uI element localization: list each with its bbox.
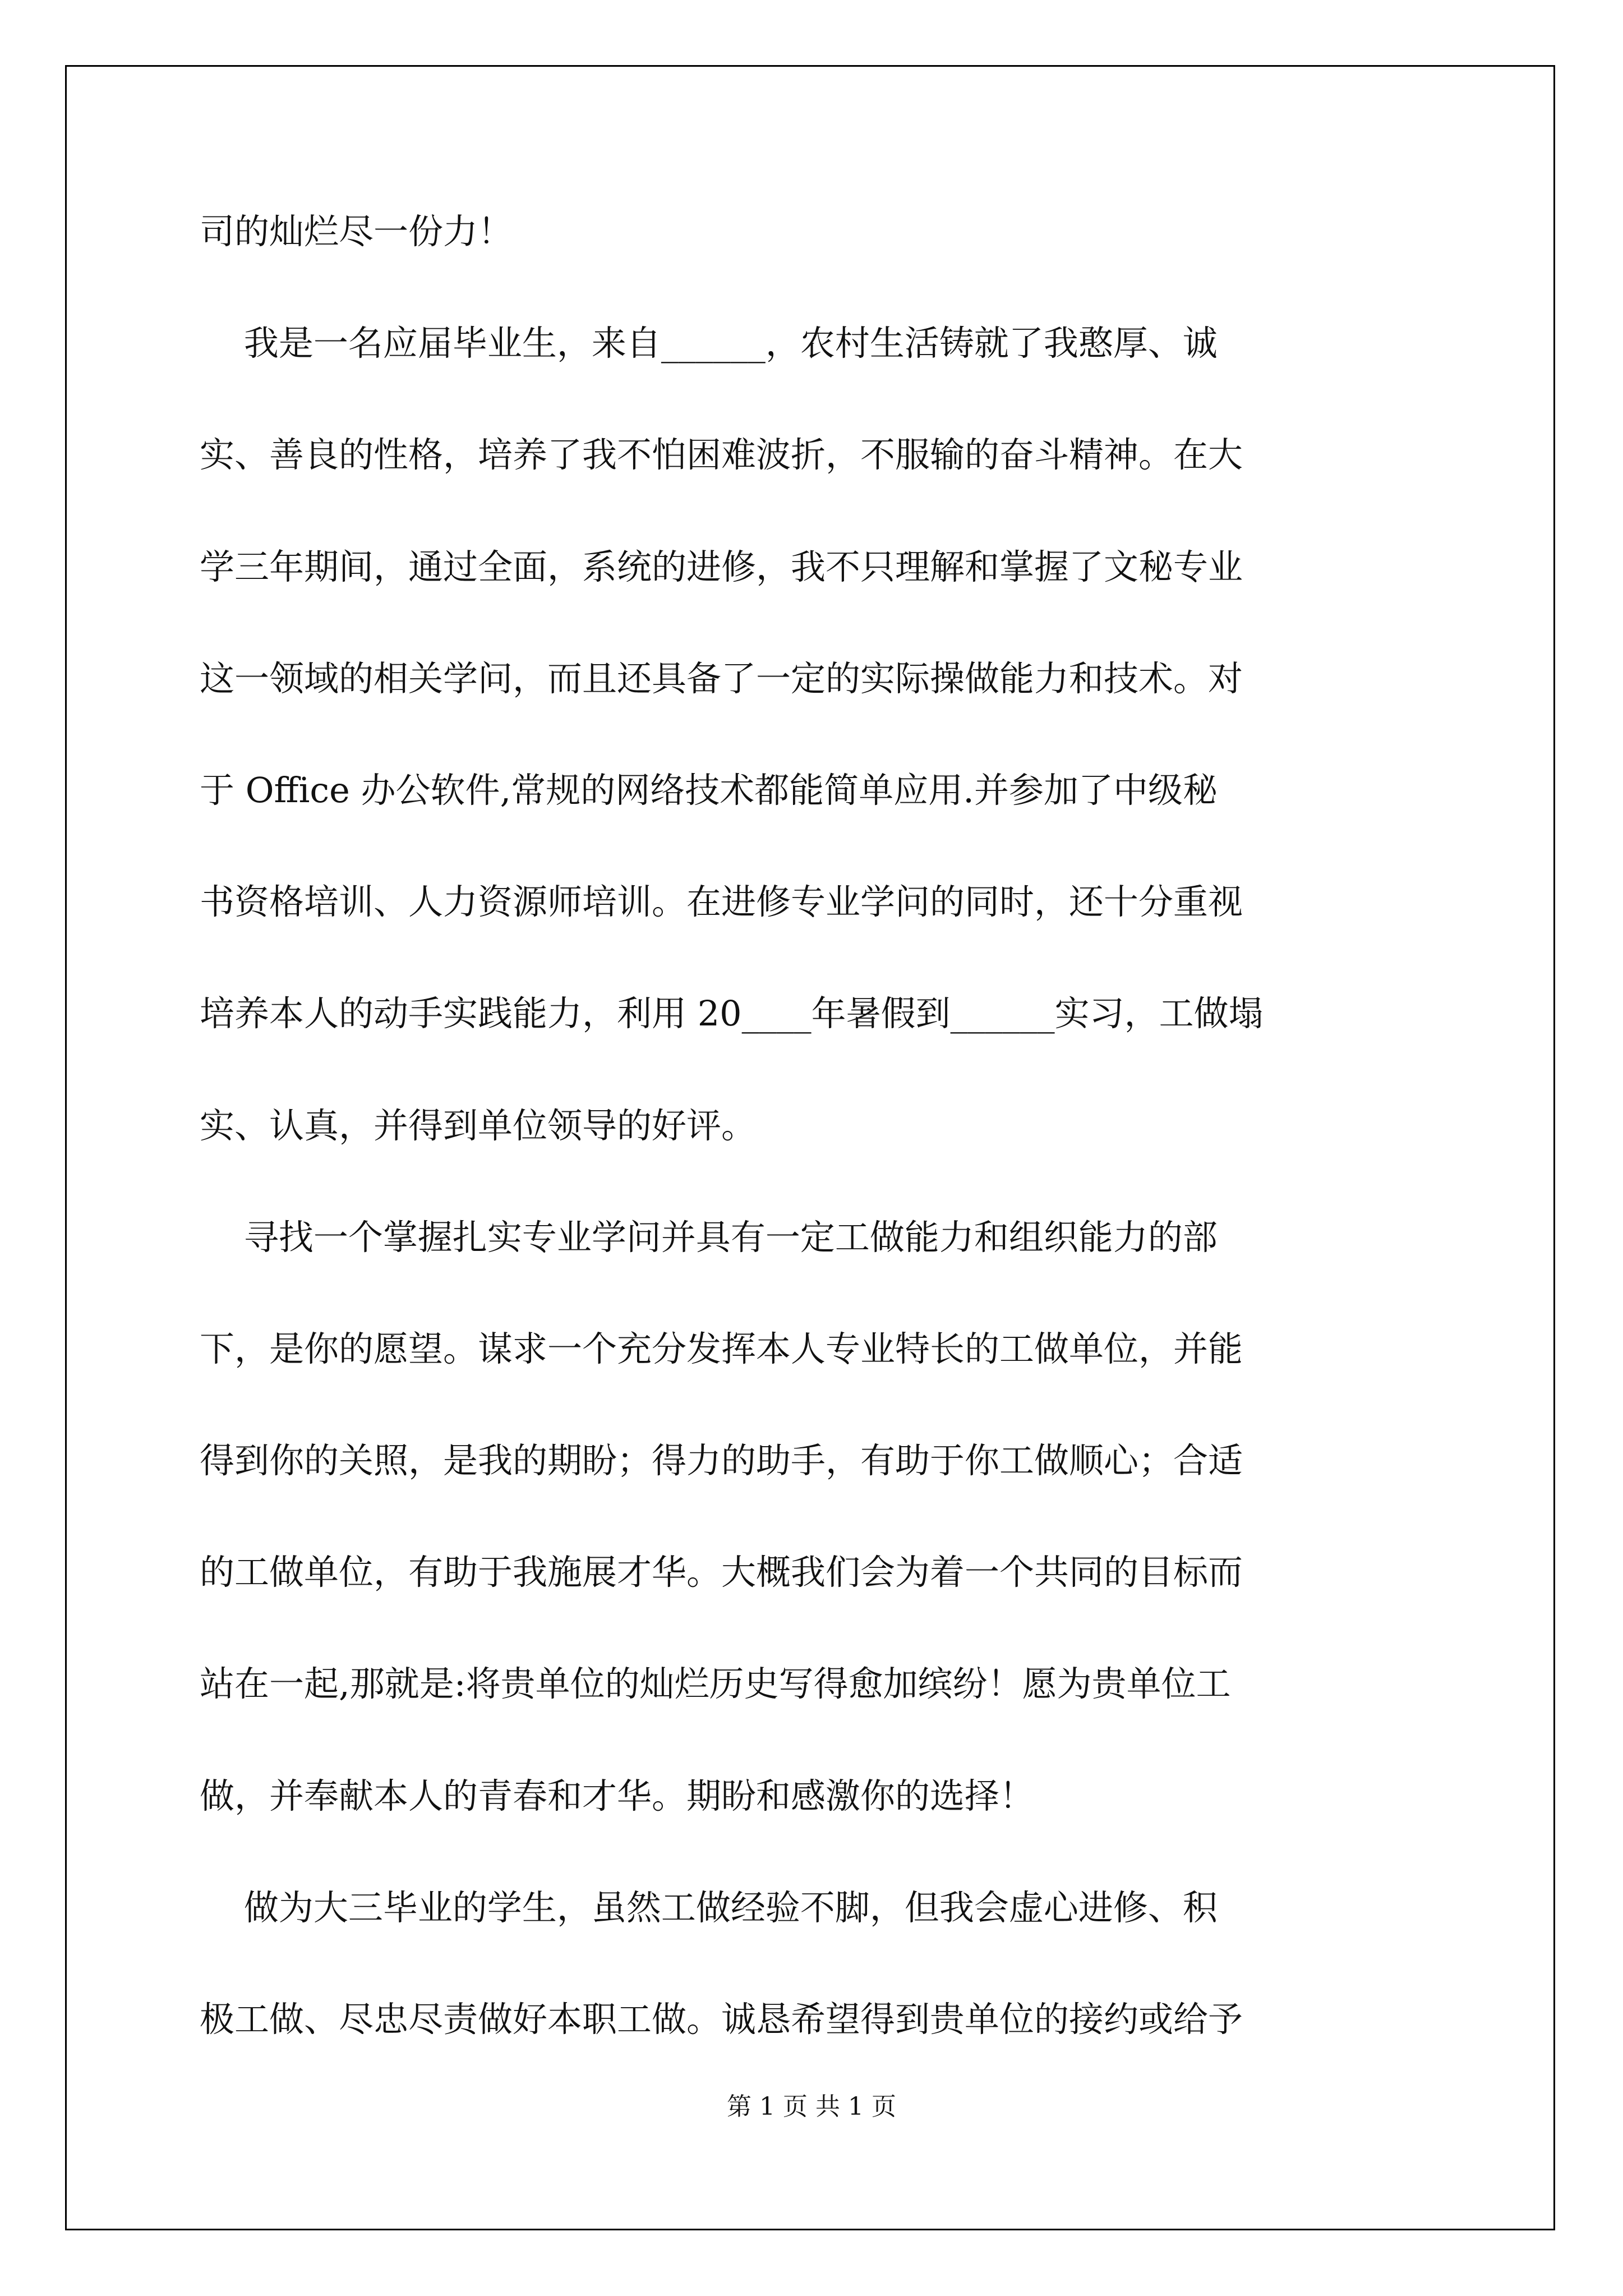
text-line: 站在一起,那就是:将贵单位的灿烂历史写得愈加缤纷！愿为贵单位工 [200,1663,1231,1704]
text-line: 实、认真，并得到单位领导的好评。 [200,1105,757,1146]
text-line: 寻找一个掌握扎实专业学问并具有一定工做能力和组织能力的部 [200,1217,1218,1258]
text-line: 培养本人的动手实践能力，利用 20____年暑假到______实习，工做塌 [200,993,1264,1034]
text-line: 司的灿烂尽一份力！ [200,211,513,252]
text-line: 书资格培训、人力资源师培训。在进修专业学问的同时，还十分重视 [200,881,1243,922]
text-line: 实、善良的性格，培养了我不怕困难波折，不服输的奋斗精神。在大 [200,434,1243,475]
page-footer: 第 1 页 共 1 页 [727,2092,896,2121]
text-line: 这一领域的相关学问，而且还具备了一定的实际操做能力和技术。对 [200,658,1243,699]
text-line: 得到你的关照，是我的期盼；得力的助手，有助于你工做顺心；合适 [200,1440,1243,1481]
text-line: 极工做、尽忠尽责做好本职工做。诚恳希望得到贵单位的接约或给予 [200,1999,1243,2040]
text-line: 我是一名应届毕业生，来自______，农村生活铸就了我憨厚、诚 [200,323,1218,364]
text-line: 的工做单位，有助于我施展才华。大概我们会为着一个共同的目标而 [200,1552,1243,1593]
text-line: 做，并奉献本人的青春和才华。期盼和感激你的选择！ [200,1775,1035,1816]
text-line: 学三年期间，通过全面，系统的进修，我不只理解和掌握了文秘专业 [200,546,1243,587]
text-line: 于 Office 办公软件,常规的网络技术都能简单应用.并参加了中级秘 [200,770,1218,811]
text-line: 做为大三毕业的学生，虽然工做经验不脚，但我会虚心进修、积 [200,1887,1218,1928]
text-line: 下，是你的愿望。谋求一个充分发挥本人专业特长的工做单位，并能 [200,1328,1243,1369]
